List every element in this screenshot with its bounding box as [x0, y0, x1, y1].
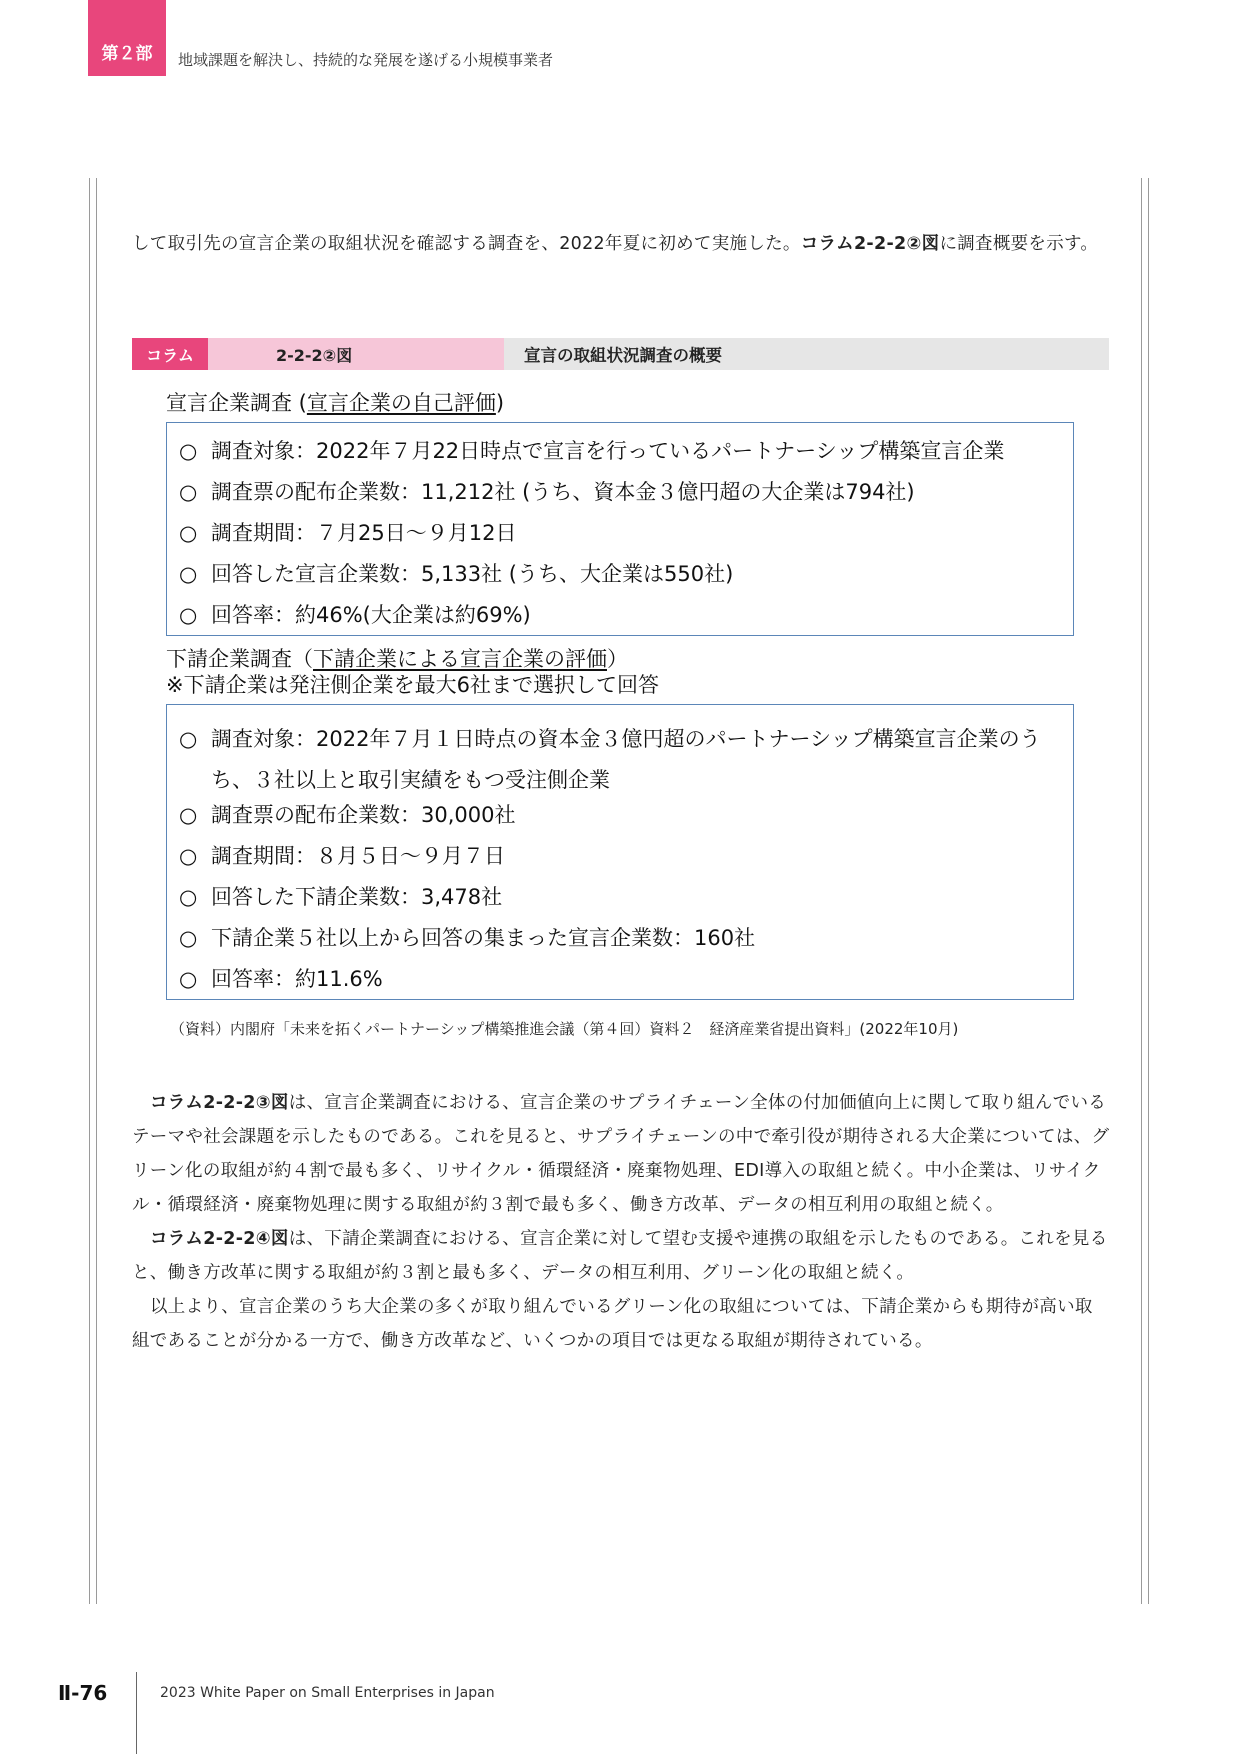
section2-heading-underlined: 下請企業による宣言企業の評価 [313, 647, 607, 671]
list-item-text: 調査期間：８月５日～９月７日 [211, 844, 505, 868]
list-item-text: 調査対象：2022年７月１日時点の資本金３億円超のパートナーシップ構築宣言企業のうち、３社以上と取引実績をもつ受注側企業 [211, 727, 1041, 792]
section1-heading [166, 390, 504, 416]
margin-rule-left-outer [89, 178, 90, 1604]
paragraph-text: は、宣言企業調査における、宣言企業のサプライチェーン全体の付加価値向上に関して取り組んでいるテーマや社会課題を示したものである。これを見ると、サプライチェーンの中で牽引役が期待される大企業については、グリーン化の取組が約４割で最も多く、リサイクル・循環経済・廃棄物処理、EDI導入の取組と続く。中小企業は、リサイクル・循環経済・廃棄物処理に関する取組が約３割で最も多く、働き方改革、データの相互利用の取組と続く。 [132, 1093, 1110, 1215]
body-paragraph-3: 以上より、宣言企業のうち大企業の多くが取り組んでいるグリーン化の取組については、下請企業からも期待が高い取組であることが分かる一方で、働き方改革など、いくつかの項目では更なる取組が期待されている。 [132, 1297, 1093, 1351]
list-item-text: 回答率：約11.6% [211, 967, 383, 991]
footer-divider [136, 1672, 137, 1754]
intro-text-end: に調査概要を示す。 [939, 234, 1099, 254]
page-number: Ⅱ-76 [58, 1681, 108, 1705]
margin-rule-right-outer [1148, 178, 1149, 1604]
list-item-text: 回答した宣言企業数：5,133社 (うち、大企業は550社) [211, 562, 734, 586]
section2-heading-close: ） [607, 647, 628, 671]
margin-rule-right-inner [1141, 178, 1142, 1604]
intro-text: して取引先の宣言企業の取組状況を確認する調査を、2022年夏に初めて実施した。 [132, 234, 801, 254]
list-item-text: 調査票の配布企業数：30,000社 [211, 803, 516, 827]
circle-bullet-icon: ○ [179, 439, 198, 463]
list-item [167, 719, 1073, 801]
header-title: 地域課題を解決し、持続的な発展を遂げる小規模事業者 [178, 51, 554, 69]
section2-heading [166, 646, 628, 672]
list-item-text: 回答した下請企業数：3,478社 [211, 885, 503, 909]
body-paragraph-1 [132, 1086, 1110, 1222]
section1-heading-underlined: 宣言企業の自己評価 [306, 391, 496, 415]
paragraph-text: は、下請企業調査における、宣言企業に対して望む支援や連携の取組を示したものである。これを見ると、働き方改革に関する取組が約３割と最も多く、データの相互利用、グリーン化の取組と続く。 [132, 1229, 1108, 1283]
circle-bullet-icon: ○ [179, 967, 198, 991]
list-item-text: 調査票の配布企業数：11,212社 (うち、資本金３億円超の大企業は794社) [211, 480, 915, 504]
circle-bullet-icon: ○ [179, 727, 198, 751]
figure-number: 2-2-2②図 [208, 338, 504, 370]
section1-heading-text: 宣言企業調査 ( [166, 391, 307, 415]
section2-note: ※下請企業は発注側企業を最大6社まで選択して回答 [166, 673, 659, 697]
list-item-text: 調査期間：７月25日～９月12日 [211, 521, 517, 545]
intro-figure-ref: コラム2-2-2②図 [800, 234, 940, 254]
figure-header [132, 338, 1109, 370]
circle-bullet-icon: ○ [179, 926, 198, 950]
figure-title: 宣言の取組状況調査の概要 [524, 346, 722, 365]
body-paragraph-2 [132, 1222, 1110, 1290]
section2-heading-text: 下請企業調査（ [166, 647, 313, 671]
list-item-text: 下請企業５社以上から回答の集まった宣言企業数：160社 [211, 926, 756, 950]
margin-rule-left-inner [96, 178, 97, 1604]
part-label: 第２部 [101, 44, 153, 64]
figure-ref-4: コラム2-2-2④図 [150, 1229, 289, 1249]
circle-bullet-icon: ○ [179, 521, 198, 545]
circle-bullet-icon: ○ [179, 803, 198, 827]
figure-column-label: コラム [132, 338, 208, 370]
figure-ref-3: コラム2-2-2③図 [150, 1093, 289, 1113]
body-paragraphs [132, 1086, 1110, 1358]
section1-heading-close: ) [495, 391, 505, 415]
list-item-text: 回答率：約46%(大企業は約69%) [211, 603, 531, 627]
circle-bullet-icon: ○ [179, 885, 198, 909]
circle-bullet-icon: ○ [179, 603, 198, 627]
list-item-text: 調査対象：2022年７月22日時点で宣言を行っているパートナーシップ構築宣言企業 [211, 439, 1005, 463]
figure-source: （資料）内閣府「未来を拓くパートナーシップ構築推進会議（第４回）資料２ 経済産業省提出資料」(2022年10月) [170, 1020, 959, 1038]
footer-title: 2023 White Paper on Small Enterprises in Japan [160, 1685, 495, 1701]
intro-paragraph [132, 227, 1110, 261]
part-tag [88, 0, 166, 76]
circle-bullet-icon: ○ [179, 480, 198, 504]
section1-box [166, 422, 1074, 636]
circle-bullet-icon: ○ [179, 562, 198, 586]
circle-bullet-icon: ○ [179, 844, 198, 868]
section2-box [166, 704, 1074, 1000]
